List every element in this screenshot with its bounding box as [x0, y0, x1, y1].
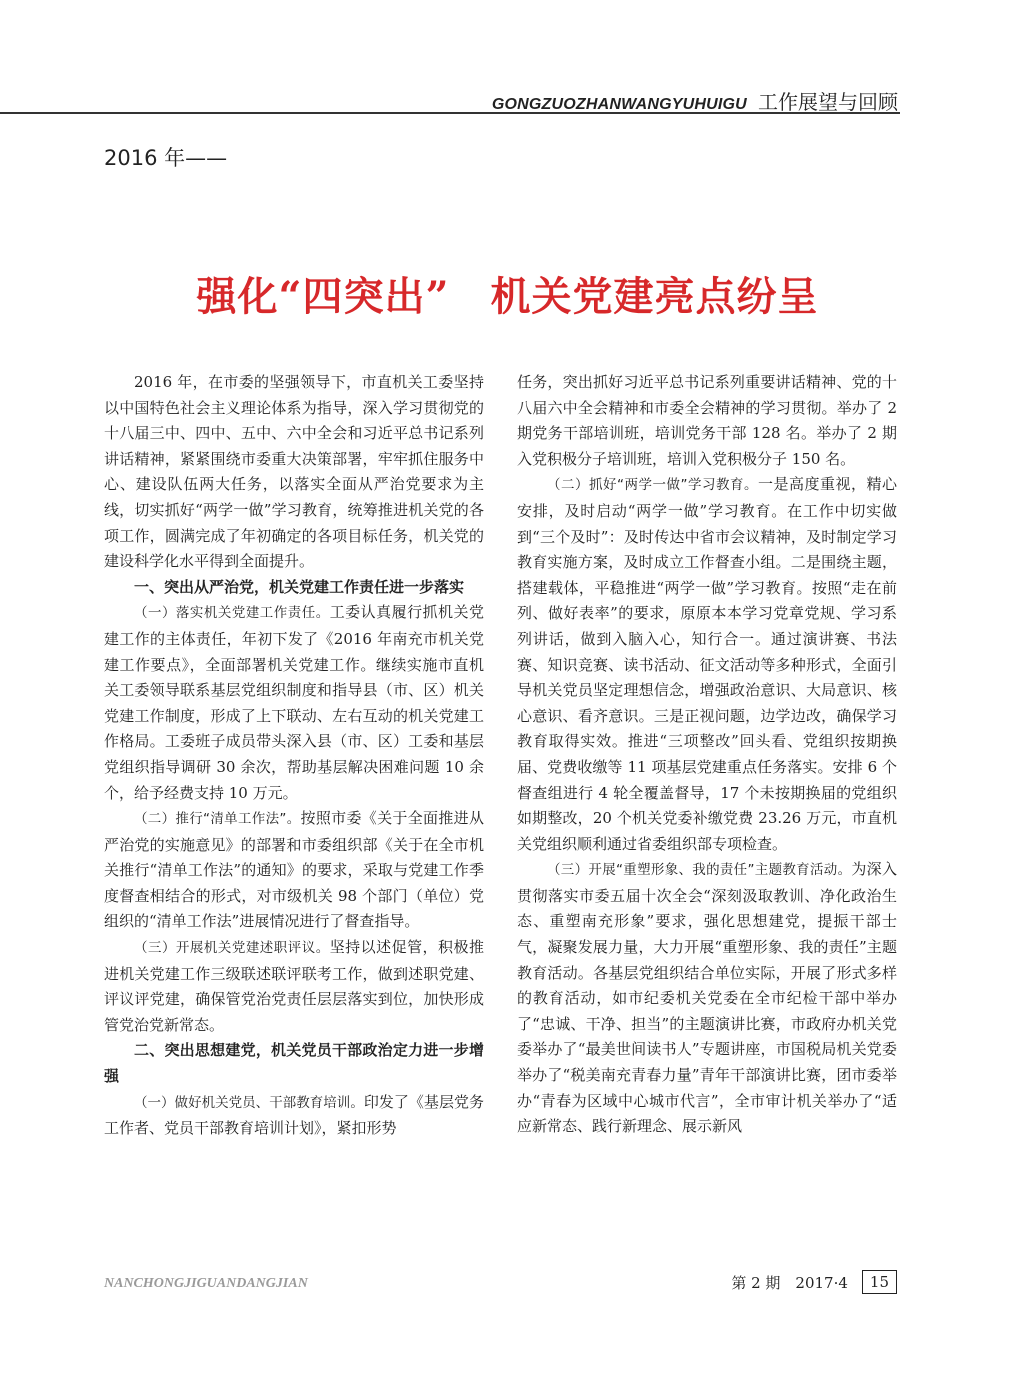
- subheading-2-3: （三）开展“重塑形象、我的责任”主题教育活动。: [547, 862, 852, 879]
- paragraph-2-1-text: 印发了《基层党务工作者、党员干部教育培训计划》，紧扣形势: [104, 1092, 484, 1138]
- subheading-1-1: （一）落实机关党建工作责任。: [134, 605, 330, 622]
- paragraph-2-1: [104, 1090, 484, 1142]
- paragraph-2-2: [517, 472, 897, 857]
- section-heading-2: 二、突出思想建党，机关党员干部政治定力进一步增强: [104, 1041, 484, 1086]
- paragraph-1-3: [104, 935, 484, 1038]
- subheading-1-3: （三）开展机关党建述职评议。: [134, 940, 330, 957]
- right-column: [517, 370, 897, 1140]
- article-title: 强化“四突出” 机关党建亮点纷呈: [196, 273, 819, 320]
- paragraph-1-3-text: 坚持以述促管，积极推进机关党建工作三级联述联评联考工作，做到述职党建、评议评党建，确保管党治党责任层层落实到位，加快形成管党治党新常态。: [104, 938, 484, 1034]
- left-column: [104, 370, 484, 1142]
- subheading-2-2: （二）抓好“两学一做”学习教育。: [547, 477, 758, 494]
- paragraph-1-1: [104, 600, 484, 806]
- section-heading-1: 一、突出从严治党，机关党建工作责任进一步落实: [134, 577, 465, 596]
- page-number: 15: [862, 1270, 897, 1294]
- paragraph-1-2-text: 按照市委《关于全面推进从严治党的实施意见》的部署和市委组织部《关于在全市机关推行“清单工作法”的通知》的要求，采取与党建工作季度督查相结合的形式，对市级机关 98 个部门（单位）党组织的“清单工作法”进展情况进行了督查指导。: [104, 809, 484, 931]
- subheading-1-2: （二）推行“清单工作法”。: [134, 811, 301, 828]
- issue-label: 第 2 期 2017·4: [731, 1273, 848, 1292]
- paragraph-1-2: [104, 806, 484, 935]
- year-label: 2016 年——: [104, 146, 228, 170]
- paragraph-2-2-text: 一是高度重视，精心安排，及时启动“两学一做”学习教育。在工作中切实做到“三个及时”：及时传达中省市会议精神，及时制定学习教育实施方案，及时成立工作督查小组。二是围绕主题，搭建载体，平稳推进“两学一做”学习教育。按照“走在前列、做好表率”的要求，原原本本学习党章党规、学习系列讲话，做到入脑入心，知行合一。通过演讲赛、书法赛、知识竞赛、读书活动、征文活动等多种形式，全面引导机关党员坚定理想信念，增强政治意识、大局意识、核心意识、看齐意识。三是正视问题，边学边改，确保学习教育取得实效。推进“三项整改”回头看、党组织按期换届、党费收缴等 11 项基层党建重点任务落实。安排 6 个督查组进行 4 轮全覆盖督导，17 个未按期换届的党组织如期整改，20 个机关党委补缴党费 23.26 万元，市直机关党组织顺利通过省委组织部专项检查。: [517, 475, 897, 853]
- footer-issue-info: [731, 1270, 897, 1294]
- paragraph-2-3: [517, 857, 897, 1140]
- footer-journal-name: NANCHONGJIGUANDANGJIAN: [104, 1276, 308, 1291]
- subheading-2-1: （一）做好机关党员、干部教育培训。: [134, 1094, 364, 1111]
- running-header: [492, 86, 898, 115]
- intro-paragraph: 2016 年，在市委的坚强领导下，市直机关工委坚持以中国特色社会主义理论体系为指导，深入学习贯彻党的十八届三中、四中、五中、六中全会和习近平总书记系列讲话精神，紧紧围绕市委重大决策部署，牢牢抓住服务中心、建设队伍两大任务，以落实全面从严治党要求为主线，切实抓好“两学一做”学习教育，统筹推进机关党的各项工作，圆满完成了年初确定的各项目标任务，机关党的建设科学化水平得到全面提升。: [104, 373, 484, 571]
- paragraph-2-1-continued: 任务，突出抓好习近平总书记系列重要讲话精神、党的十八届六中全会精神和市委全会精神的学习贯彻。举办了 2 期党务干部培训班，培训党务干部 128 名。举办了 2 期入党积极分子培训班，培训入党积极分子 150 名。: [517, 373, 897, 468]
- header-section-title: 工作展望与回顾: [758, 90, 898, 114]
- paragraph-1-1-text: 工委认真履行抓机关党建工作的主体责任，年初下发了《2016 年南充市机关党建工作要点》，全面部署机关党建工作。继续实施市直机关工委领导联系基层党组织制度和指导县（市、区）机关党建工作制度，形成了上下联动、左右互动的机关党建工作格局。工委班子成员带头深入县（市、区）工委和基层党组织指导调研 30 余次，帮助基层解决困难问题 10 余个，给予经费支持 10 万元。: [104, 603, 484, 802]
- header-latin-text: GONGZUOZHANWANGYUHUIGU: [491, 96, 747, 113]
- paragraph-2-3-text: 为深入贯彻落实市委五届十次全会“深刻汲取教训、净化政治生态、重塑南充形象”要求，强化思想建党，提振干部士气，凝聚发展力量，大力开展“重塑形象、我的责任”主题教育活动。各基层党组织结合单位实际，开展了形式多样的教育活动，如市纪委机关党委在全市纪检干部中举办了“忠诚、干净、担当”的主题演讲比赛，市政府办机关党委举办了“最美世间读书人”专题讲座，市国税局机关党委举办了“税美南充青春力量”青年干部演讲比赛，团市委举办“青春为区域中心城市代言”，全市审计机关举办了“适应新常态、践行新理念、展示新风: [517, 860, 897, 1136]
